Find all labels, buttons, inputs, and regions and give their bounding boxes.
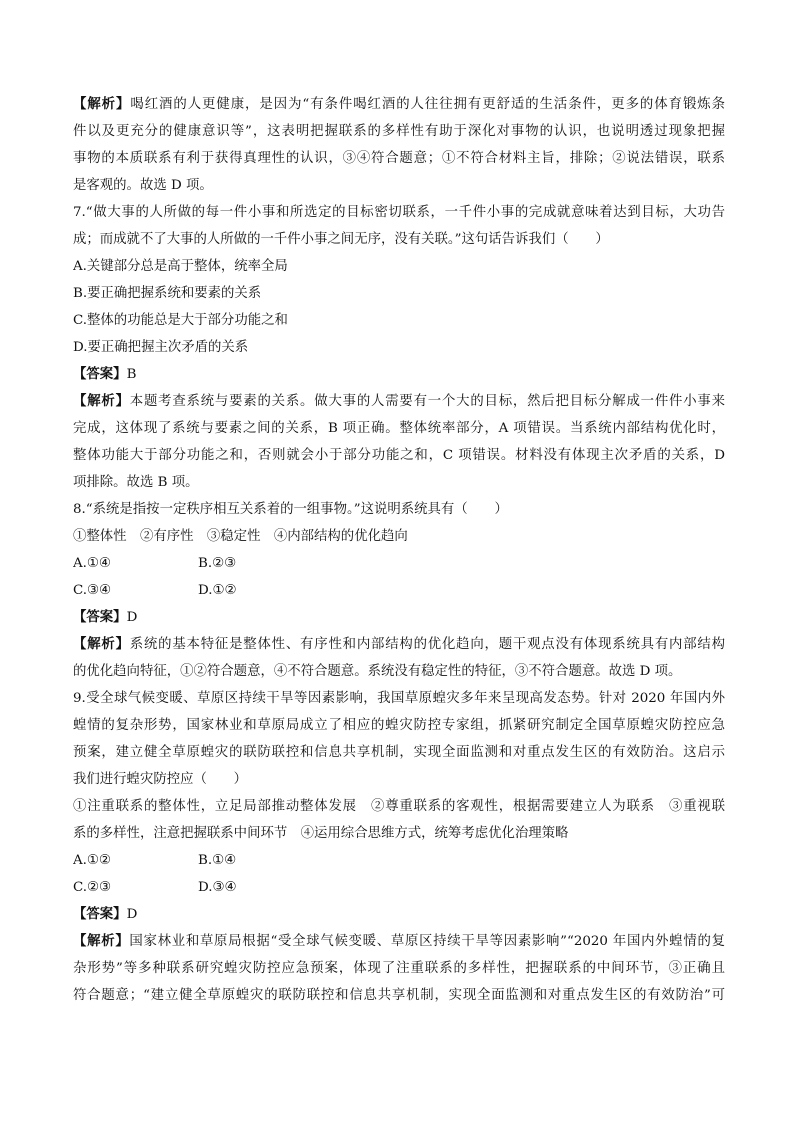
question-items-line: ①注重联系的整体性，立足局部推动整体发展 ②尊重联系的客观性，根据需要建立人为联系 ③重视联 bbox=[73, 799, 725, 814]
question-stem-line: 我们进行蝗灾防控应（ ） bbox=[73, 772, 248, 787]
analysis-label: 【解析】 bbox=[73, 636, 130, 652]
option-d: D.要正确把握主次矛盾的关系 bbox=[73, 340, 249, 355]
analysis-line: 符合题意；“建立健全草原蝗灾的联防联控和信息共享机制，实现全面监测和对重点发生区的有效防治”可 bbox=[73, 988, 725, 1003]
answer-value: D bbox=[126, 610, 138, 625]
analysis-line: 【解析】系统的基本特征是整体性、有序性和内部结构的优化趋向，题干观点没有体现系统具有内部结构 bbox=[73, 636, 725, 652]
option-c: C.②③ bbox=[73, 880, 112, 895]
answer-label: 【答案】 bbox=[73, 366, 127, 382]
analysis-line: 完成，这体现了系统与要素之间的关系，B 项正确。整体统率部分，A 项错误。当系统内部结构优化时， bbox=[73, 421, 725, 436]
question-items-line: ①整体性 ②有序性 ③稳定性 ④内部结构的优化趋向 bbox=[73, 529, 408, 544]
analysis-line: 整体功能大于部分功能之和，否则就会小于部分功能之和，C 项错误。材料没有体现主次矛盾的关系，D bbox=[73, 448, 725, 463]
question-8 bbox=[73, 496, 725, 685]
analysis-label: 【解析】 bbox=[73, 393, 130, 409]
question-stem-line: 预案，建立健全草原蝗灾的联防联控和信息共享机制，实现全面监测和对重点发生区的有效防治。这启示 bbox=[73, 745, 725, 760]
analysis-line: 事物的本质联系有利于获得真理性的认识，③④符合题意；①不符合材料主旨，排除；②说法错误，联系 bbox=[73, 151, 725, 166]
option-d: D.③④ bbox=[198, 880, 237, 895]
options-row bbox=[73, 874, 725, 901]
analysis-line: 件以及更充分的健康意识等”，这表明把握联系的多样性有助于深化对事物的认识，也说明透过现象把握 bbox=[73, 124, 725, 139]
option-c: C.整体的功能总是大于部分功能之和 bbox=[73, 313, 288, 328]
option-a: A.①④ bbox=[73, 556, 111, 571]
option-d: D.①② bbox=[198, 583, 237, 598]
option-b: B.①④ bbox=[198, 853, 237, 868]
option-a: A.关键部分总是高于整体，统率全局 bbox=[73, 259, 288, 274]
option-c: C.③④ bbox=[73, 583, 112, 598]
question-stem-line: 9.受全球气候变暖、草原区持续干旱等因素影响，我国草原蝗灾多年来呈现高发态势。针对 2020 年国内外 bbox=[73, 691, 725, 706]
question-9 bbox=[73, 685, 725, 1009]
options-row bbox=[73, 550, 725, 577]
question-stem-line: 成；而成就不了大事的人所做的一千件小事之间无序，没有关联。”这句话告诉我们（ ） bbox=[73, 232, 609, 247]
answer-line bbox=[73, 361, 725, 388]
question-stem-line: 7.“做大事的人所做的每一件小事和所选定的目标密切联系，一千件小事的完成就意味着达到目标，大功告 bbox=[73, 205, 725, 220]
analysis-line: 【解析】国家林业和草原局根据“受全球气候变暖、草原区持续干旱等因素影响”“2020 年国内外蝗情的复 bbox=[73, 933, 725, 949]
analysis-line: 是客观的。故选 D 项。 bbox=[73, 178, 213, 193]
analysis-line: 的优化趋向特征，①②符合题意，④不符合题意。系统没有稳定性的特征，③不符合题意。故选 D 项。 bbox=[73, 664, 682, 679]
option-b: B.②③ bbox=[198, 556, 237, 571]
question-stem-line: 蝗情的复杂形势，国家林业和草原局成立了相应的蝗灾防控专家组，抓紧研究制定全国草原蝗灾防控应急 bbox=[73, 718, 725, 733]
analysis-line: 项排除。故选 B 项。 bbox=[73, 475, 199, 490]
options-row bbox=[73, 577, 725, 604]
question-stem-line: 8.“系统是指按一定秩序相互关系着的一组事物。”这说明系统具有（ ） bbox=[73, 502, 508, 517]
question-7 bbox=[73, 199, 725, 496]
analysis-label: 【解析】 bbox=[73, 96, 131, 112]
options-row bbox=[73, 847, 725, 874]
question-items-line: 系的多样性，注意把握联系中间环节 ④运用综合思维方式，统筹考虑优化治理策略 bbox=[73, 826, 569, 841]
option-b: B.要正确把握系统和要素的关系 bbox=[73, 286, 262, 301]
answer-value: B bbox=[126, 367, 137, 382]
option-a: A.①② bbox=[73, 853, 111, 868]
answer-line bbox=[73, 901, 725, 928]
answer-line bbox=[73, 604, 725, 631]
analysis-line: 【解析】喝红酒的人更健康，是因为“有条件喝红酒的人往往拥有更舒适的生活条件，更多的体育锻炼条 bbox=[73, 96, 725, 112]
answer-label: 【答案】 bbox=[73, 906, 127, 922]
q6-analysis bbox=[73, 91, 725, 199]
analysis-label: 【解析】 bbox=[73, 933, 130, 949]
analysis-line: 【解析】本题考查系统与要素的关系。做大事的人需要有一个大的目标，然后把目标分解成一件件小事来 bbox=[73, 393, 725, 409]
document-page bbox=[73, 91, 725, 1009]
answer-label: 【答案】 bbox=[73, 609, 127, 625]
answer-value: D bbox=[126, 907, 138, 922]
analysis-line: 杂形势”等多种联系研究蝗灾防控应急预案，体现了注重联系的多样性，把握联系的中间环节，③正确且 bbox=[73, 961, 725, 976]
